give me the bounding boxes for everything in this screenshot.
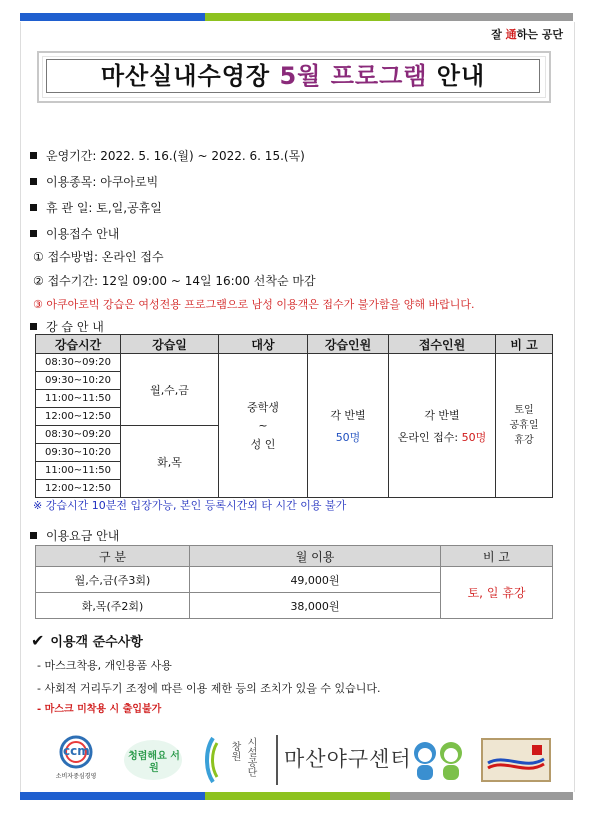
- item-line: 이용종목: 아쿠아로빅: [30, 173, 158, 190]
- time-cell: 12:00~12:50: [36, 408, 121, 426]
- days-cell: 월,수,금: [121, 354, 219, 426]
- col-header: 강습인원: [308, 335, 389, 354]
- fee-table: [35, 545, 553, 619]
- bottom-bar-blue: [20, 792, 205, 800]
- fee-note: 토, 일 휴강: [441, 567, 553, 619]
- check-icon: ✔: [31, 631, 45, 650]
- reception-cell: 각 반별 온라인 접수: 50명: [389, 354, 496, 498]
- bullet-icon: [30, 152, 37, 159]
- center-name-sign: 마산야구센터: [276, 735, 388, 785]
- time-cell: 09:30~10:20: [36, 372, 121, 390]
- slogan: 잘 通하는 공단: [491, 28, 563, 41]
- apply-period: ② 접수기간: 12일 09:00 ~ 14일 16:00 선착순 마감: [33, 274, 316, 288]
- apply-notice: ③ 아쿠아로빅 강습은 여성전용 프로그램으로 남성 이용객은 접수가 불가함을 양해 바랍니다.: [33, 298, 475, 311]
- col-header: 월 이용: [190, 546, 441, 567]
- bullet-icon: [30, 532, 37, 539]
- note-cell: 토일 공휴일 휴강: [496, 354, 553, 498]
- bullet-icon: [30, 323, 37, 330]
- time-cell: 08:30~09:20: [36, 426, 121, 444]
- period-line: 운영기간: 2022. 5. 16.(월) ~ 2022. 6. 15.(목): [30, 147, 305, 164]
- rule-item: - 마스크 미착용 시 출입불가: [37, 704, 162, 715]
- holiday-line: 휴 관 일: 토,일,공휴일: [30, 199, 162, 216]
- bullet-icon: [30, 178, 37, 185]
- top-bar-blue: [20, 13, 205, 21]
- days-cell: 화,목: [121, 426, 219, 498]
- plaque-icon: [480, 735, 552, 785]
- col-header: 강습시간: [36, 335, 121, 354]
- bullet-icon: [30, 204, 37, 211]
- fee-title: 이용요금 안내: [30, 527, 119, 544]
- col-header: 대상: [219, 335, 308, 354]
- time-cell: 12:00~12:50: [36, 480, 121, 498]
- rule-item: - 사회적 거리두기 조정에 따른 이용 제한 등의 조치가 있을 수 있습니다.: [37, 682, 381, 695]
- fee-category: 월,수,금(주3회): [36, 567, 190, 593]
- target-cell: 중학생 ~ 성 인: [219, 354, 308, 498]
- page-title: 마산실내수영장 5월 프로그램 안내: [46, 59, 540, 93]
- col-header: 강습일: [121, 335, 219, 354]
- clean-logo: 청렴해요 서원: [122, 735, 184, 785]
- fee-price: 38,000원: [190, 593, 441, 619]
- top-bar-gray: [390, 13, 573, 21]
- ccm-logo: ccm 소비자중심경영: [45, 735, 107, 785]
- bullet-icon: [30, 230, 37, 237]
- bottom-bar-gray: [390, 792, 573, 800]
- bottom-bar-green: [205, 792, 390, 800]
- time-cell: 08:30~09:20: [36, 354, 121, 372]
- col-header: 비 고: [441, 546, 553, 567]
- apply-method: ① 접수방법: 온라인 접수: [33, 250, 164, 264]
- lesson-footnote: ※ 강습시간 10분전 입장가능, 본인 등록시간외 타 시간 이용 불가: [33, 499, 347, 512]
- fee-price: 49,000원: [190, 567, 441, 593]
- col-header: 구 분: [36, 546, 190, 567]
- lesson-table: [35, 334, 553, 498]
- lesson-title: 강 습 안 내: [30, 318, 104, 335]
- apply-title: 이용접수 안내: [30, 225, 119, 242]
- top-bar-green: [205, 13, 390, 21]
- col-header: 비 고: [496, 335, 553, 354]
- mascot-icon: [408, 735, 468, 785]
- capacity-cell: 각 반별 50명: [308, 354, 389, 498]
- time-cell: 09:30~10:20: [36, 444, 121, 462]
- fee-category: 화,목(주2회): [36, 593, 190, 619]
- rule-item: - 마스크착용, 개인용품 사용: [37, 659, 172, 672]
- col-header: 접수인원: [389, 335, 496, 354]
- corp-logo: 창원 시설공단: [203, 735, 271, 785]
- time-cell: 11:00~11:50: [36, 462, 121, 480]
- time-cell: 11:00~11:50: [36, 390, 121, 408]
- rules-title: ✔ 이용객 준수사항: [31, 631, 143, 650]
